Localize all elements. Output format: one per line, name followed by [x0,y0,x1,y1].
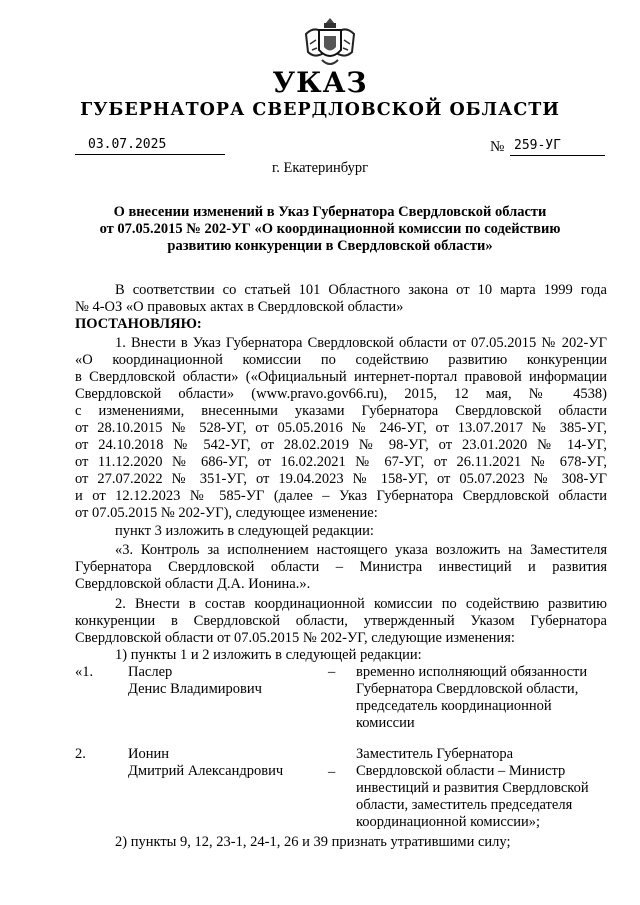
heading-line: развитию конкуренции в Свердловской области» [167,238,493,254]
date-underline [75,154,225,155]
item2-line: 2. Внести в состав координационной комиссии по содействию развитию [115,596,607,612]
member-surname: Паслер [128,664,173,680]
number-sign: № [490,139,505,155]
item1-quote-line: Губернатора Свердловской области – Министра инвестиций и развития [75,559,607,575]
heading-line: О внесении изменений в Указ Губернатора Свердловской области [113,204,547,220]
decree-number: 259-УГ [514,138,561,153]
item1-line: от 27.07.2022 № 351-УГ, от 19.04.2023 № 158-УГ, от 05.07.2023 № 308-УГ [75,471,607,487]
decree-word: ПОСТАНОВЛЯЮ: [75,316,202,332]
intro-line: В соответствии со статьей 101 Областного закона от 10 марта 1999 года [115,282,607,298]
heading-line: от 07.05.2015 № 202-УГ «О координационной комиссии по содействию [99,221,561,237]
item1-line: от 24.10.2018 № 542-УГ, от 28.02.2019 № 98-УГ, от 23.01.2020 № 14-УГ, [75,437,607,453]
member-number: 2. [75,746,86,762]
member-dash: – [328,764,336,780]
number-underline [510,155,605,156]
decree-date: 03.07.2025 [88,137,167,152]
member-number: «1. [75,664,94,680]
item2-sub: 2) пункты 9, 12, 23-1, 24-1, 26 и 39 признать утратившими силу; [115,834,511,850]
decree-heading [70,204,590,255]
item2-line: Свердловской области от 07.05.2015 № 202-УГ, следующие изменения: [75,630,515,646]
item1-line: и от 12.12.2023 № 585-УГ (далее – Указ Губернатора Свердловской области [75,488,607,504]
role-line: Губернатора Свердловской области, [356,681,579,697]
item1-sub: пункт 3 изложить в следующей редакции: [115,523,374,539]
role-line: председатель координационной [356,698,552,714]
role-line: Заместитель Губернатора [356,746,514,762]
role-line: инвестиций и развития Свердловской [356,780,589,796]
item1-quote-line: Свердловской области Д.А. Ионина.». [75,576,311,592]
item2-line: конкуренции в Свердловской области, утвержденный Указом Губернатора [75,613,607,629]
member-name [128,746,283,780]
role-line: комиссии [356,715,415,731]
item1-line: 1. Внести в Указ Губернатора Свердловской области от 07.05.2015 № 202-УГ [115,335,607,351]
intro-line: № 4-ОЗ «О правовых актах в Свердловской области» [75,299,404,315]
item1-line: Свердловской области» (www.pravo.gov66.ru), 2015, 12 мая, № 4538) [75,386,607,402]
coat-of-arms-icon [300,14,360,72]
member-role [356,746,589,831]
item1-line: с изменениями, внесенными указами Губернатора Свердловской области [75,403,607,419]
role-line: области, заместитель председателя [356,797,573,813]
document-title: УКАЗ [272,66,368,99]
item1-line: от 11.12.2020 № 686-УГ, от 16.02.2021 № 67-УГ, от 26.11.2021 № 678-УГ, [75,454,607,470]
document-subtitle: ГУБЕРНАТОРА СВЕРДЛОВСКОЙ ОБЛАСТИ [80,100,560,120]
item1-line: в Свердловской области» («Официальный интернет-портал правовой информации [75,369,607,385]
item1-line: «О координационной комиссии по содействию развитию конкуренции [75,352,607,368]
city: г. Екатеринбург [271,160,369,176]
role-line: координационной комиссии»; [356,814,541,830]
role-line: Свердловской области – Министр [356,763,566,779]
item1-quote-line: «3. Контроль за исполнением настоящего указа возложить на Заместителя [115,542,607,558]
member-role [356,664,587,732]
role-line: временно исполняющий обязанности [356,664,588,680]
item1-line: от 07.05.2015 № 202-УГ), следующее изменение: [75,505,378,521]
item2-sub: 1) пункты 1 и 2 изложить в следующей редакции: [115,647,422,663]
item1-line: от 28.10.2015 № 528-УГ, от 05.05.2016 № 246-УГ, от 13.07.2017 № 385-УГ, [75,420,607,436]
member-given-names: Дмитрий Александрович [128,763,284,779]
member-dash: – [328,664,336,680]
member-surname: Ионин [128,746,170,762]
member-given-names: Денис Владимирович [128,681,262,697]
member-name [128,664,262,698]
